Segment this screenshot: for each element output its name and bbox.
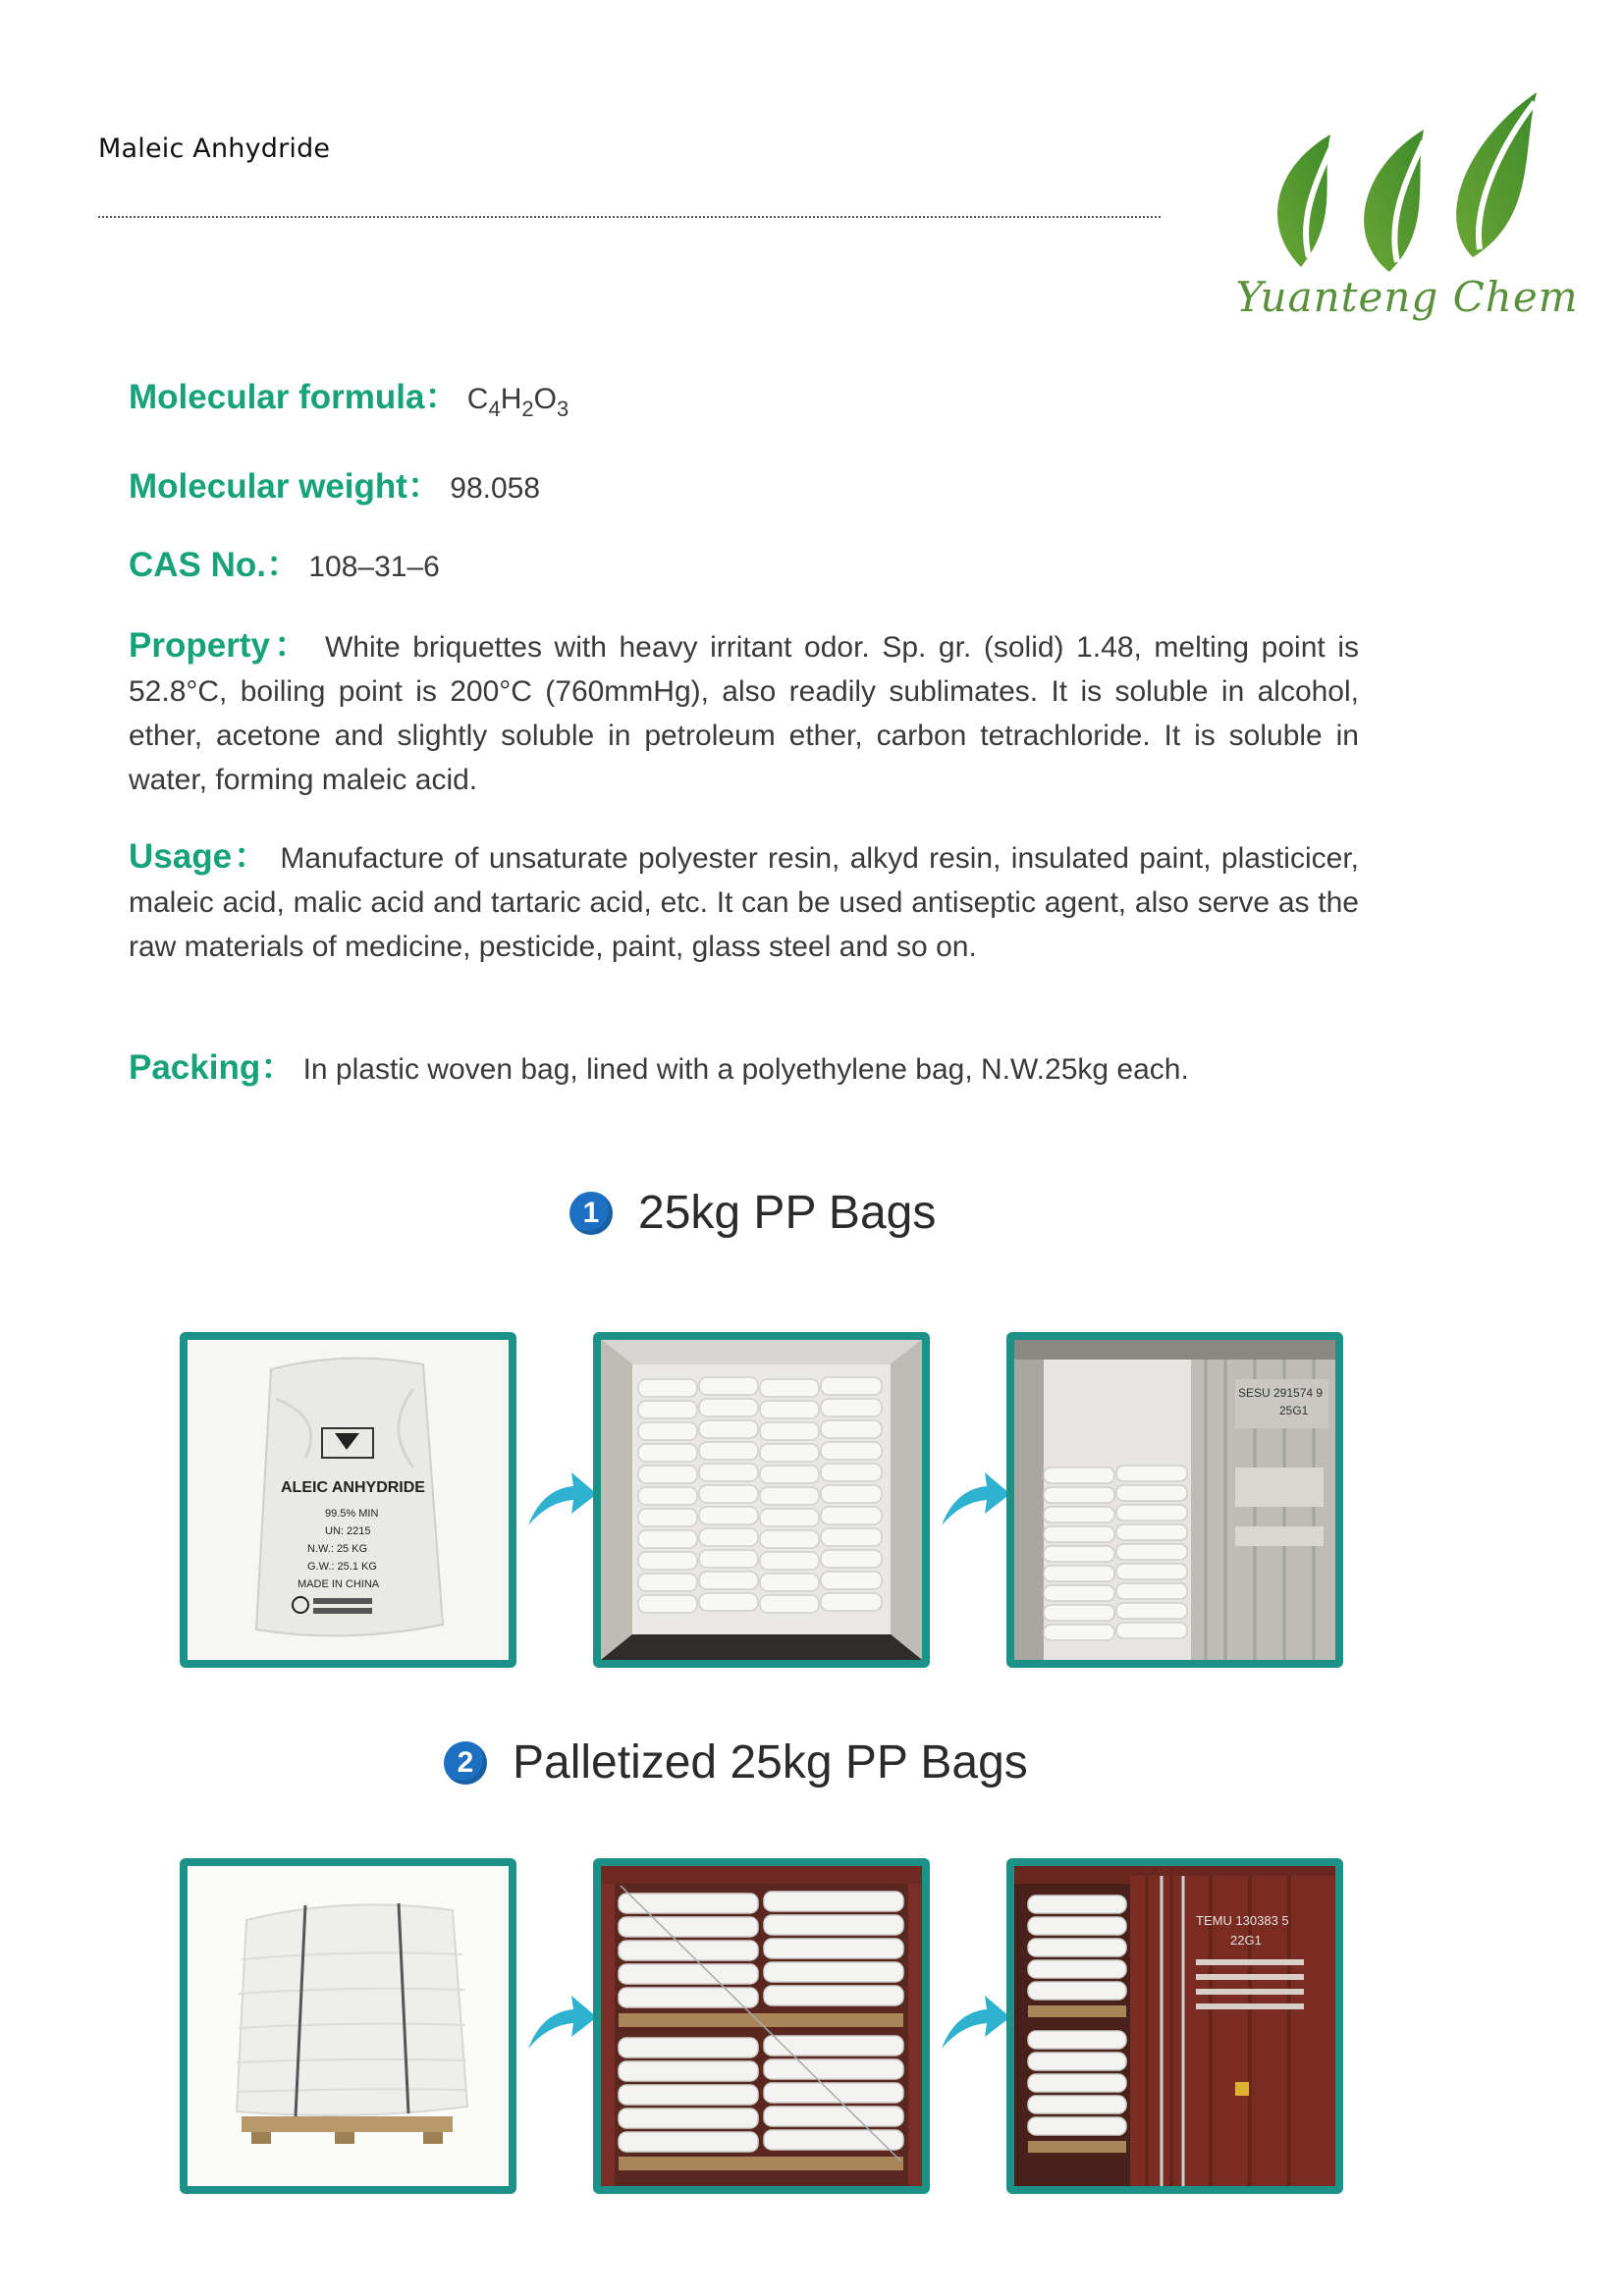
usage-label: Usage： bbox=[129, 837, 271, 876]
packing-label: Packing： bbox=[129, 1048, 296, 1087]
cas-number-label: CAS No.： bbox=[129, 546, 301, 584]
property bbox=[129, 623, 1359, 802]
svg-text:99.5% MIN: 99.5% MIN bbox=[325, 1508, 379, 1520]
section-heading-1 bbox=[569, 1186, 936, 1240]
loaded-container-photo bbox=[1006, 1332, 1343, 1668]
arrow-right-icon bbox=[522, 1988, 601, 2056]
molecular-weight-value: 98.058 bbox=[450, 472, 541, 505]
molecular-formula-value: $C_4H_2O_3$ bbox=[466, 383, 569, 421]
pallet-photo bbox=[180, 1858, 516, 2194]
svg-text:MADE IN CHINA: MADE IN CHINA bbox=[298, 1578, 380, 1590]
arrow-right-icon bbox=[936, 1465, 1014, 1533]
company-name: Yuanteng Chem bbox=[1235, 273, 1579, 321]
packing bbox=[129, 1045, 1359, 1092]
svg-text:SESU 291574 9: SESU 291574 9 bbox=[1238, 1386, 1324, 1400]
arrow-right-icon bbox=[936, 1988, 1014, 2056]
svg-text:N.W.: 25 KG: N.W.: 25 KG bbox=[307, 1543, 368, 1555]
molecular-weight bbox=[129, 464, 1359, 510]
header-divider bbox=[98, 216, 1161, 218]
single-bag-photo bbox=[180, 1332, 516, 1668]
usage-value: Manufacture of unsaturate polyester resin, alkyd resin, insulated paint, plasticicer, maleic acid, malic acid and tartaric acid, etc. It can be used antiseptic agent, also serve as the raw materials of medicine, pesticide, paint, glass steel and so on. bbox=[129, 842, 1359, 963]
section-heading-2 bbox=[444, 1735, 1028, 1789]
svg-text:25G1: 25G1 bbox=[1279, 1404, 1309, 1417]
number-badge-2: 2 bbox=[444, 1741, 487, 1785]
molecular-weight-label: Molecular weight： bbox=[129, 467, 442, 506]
molecular-formula bbox=[129, 375, 1359, 431]
section-title-1: 25kg PP Bags bbox=[638, 1187, 937, 1239]
svg-text:ALEIC ANHYDRIDE: ALEIC ANHYDRIDE bbox=[281, 1479, 425, 1496]
bags-in-container-photo bbox=[593, 1332, 930, 1668]
pallets-in-container-photo bbox=[593, 1858, 930, 2194]
usage bbox=[129, 834, 1359, 969]
number-badge-1: 1 bbox=[569, 1192, 613, 1235]
svg-text:UN: 2215: UN: 2215 bbox=[325, 1525, 371, 1537]
arrow-right-icon bbox=[522, 1465, 601, 1533]
document-title: Maleic Anhydride bbox=[98, 133, 331, 164]
cas-number bbox=[129, 543, 1359, 589]
packing-value: In plastic woven bag, lined with a polyethylene bag, N.W.25kg each. bbox=[302, 1053, 1189, 1086]
section-title-2: Palletized 25kg PP Bags bbox=[513, 1736, 1028, 1789]
molecular-formula-label: Molecular formula： bbox=[129, 378, 460, 416]
cas-number-value: 108–31–6 bbox=[308, 551, 440, 583]
svg-text:TEMU 130383 5: TEMU 130383 5 bbox=[1196, 1913, 1289, 1928]
svg-text:22G1: 22G1 bbox=[1230, 1933, 1262, 1948]
property-label: Property： bbox=[129, 626, 313, 665]
loaded-red-container-photo bbox=[1006, 1858, 1343, 2194]
svg-text:G.W.: 25.1 KG: G.W.: 25.1 KG bbox=[307, 1561, 377, 1573]
property-value: White briquettes with heavy irritant odor. Sp. gr. (solid) 1.48, melting point is 52.8°C, boiling point is 200°C (760mmHg), also readily sublimates. It is soluble in alcohol, ether, acetone and slightly soluble in petroleum ether, carbon tetrachloride. It is soluble in water, forming maleic acid. bbox=[129, 631, 1359, 796]
